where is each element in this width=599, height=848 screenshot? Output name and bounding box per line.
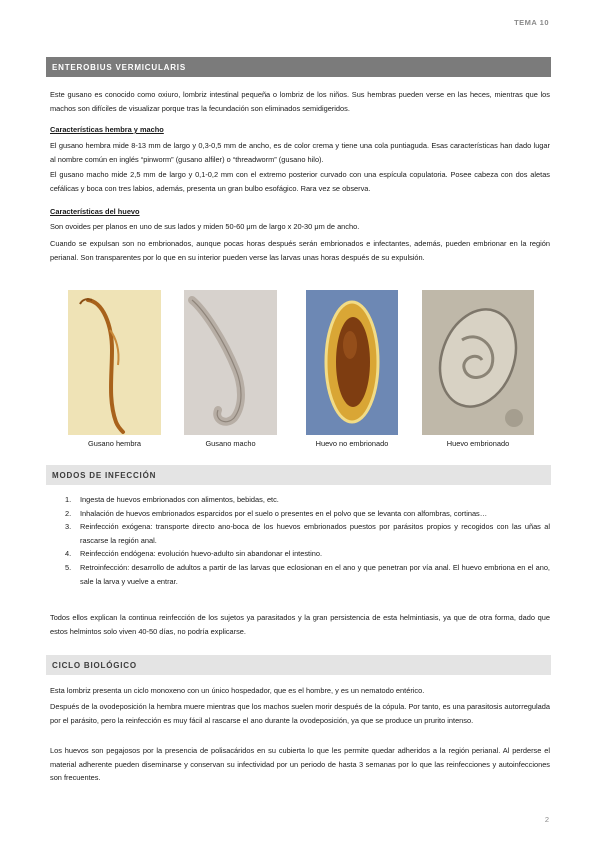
- photo-huevo-no-embrionado: [306, 290, 398, 435]
- infection-modes-list: [50, 493, 550, 588]
- subheading-huevo: Características del huevo: [50, 207, 140, 216]
- list-item: 1. Ingesta de huevos embrionados con alimentos, bebidas, etc.: [65, 495, 279, 504]
- infection-closing-paragraph: Todos ellos explican la continua reinfección de los sujetos ya parasitados y la gran persistencia de esta helmintiasis, ya que de otra forma, dado que estos helmintos solo viven 40-50 días, no podría explicarse.: [50, 613, 550, 636]
- intro-paragraph: Este gusano es conocido como oxiuro, lombriz intestinal pequeña o lombriz de los niños. Sus hembras pueden verse en las heces, mientras que los machos son difíciles de visualizar porque tras la fecundación son eliminados semidigeridos.: [50, 90, 550, 113]
- caption-gusano-macho: Gusano macho: [205, 439, 256, 448]
- caption-gusano-hembra: Gusano hembra: [88, 439, 141, 448]
- paragraph-macho: El gusano macho mide 2,5 mm de largo y 0,1-0,2 mm con el extremo posterior curvado con una espícula copulatoria. Posee cabeza con dos aletas cefálicas y boca con tres labios, además, presenta un gran bulbo esofágico. Rara vez se observa.: [50, 170, 550, 193]
- caption-huevo-no-embrionado: Huevo no embrionado: [315, 439, 389, 448]
- photo-gusano-hembra: [68, 290, 161, 435]
- paragraph-huevo-embrion: Cuando se expulsan son no embrionados, aunque pocas horas después serán embrionados e infectantes, además, pueden embrionar en la región perianal. Son transparentes por lo que en su interior pueden verse las larvas unas horas después de su expulsión.: [50, 239, 550, 262]
- cycle-paragraph-2: Después de la ovodeposición la hembra muere mientras que los machos suelen morir después de la cópula. Por tanto, es una parasitosis autorregulada por el parásito, pero la reinfección es muy fácil al rascarse el ano durante la ovodeposición, ya que se produce un prurito intenso.: [50, 702, 550, 725]
- cycle-paragraph-1: Esta lombriz presenta un ciclo monoxeno con un único hospedador, que es el hombre, y es un nematodo entérico.: [50, 686, 425, 695]
- list-item: 5. Retroinfección: desarrollo de adultos a partir de las larvas que eclosionan en el ano y que penetran por vía anal. El huevo embriona en el ano, sale la larva y vuelve a entrar.: [65, 562, 550, 586]
- list-item: 2. Inhalación de huevos embrionados esparcidos por el suelo o presentes en el polvo que se levanta con alfombras, cortinas…: [65, 508, 488, 518]
- section-heading-ciclo-biologico: CICLO BIOLÓGICO: [46, 655, 551, 675]
- photo-huevo-embrionado: [422, 290, 534, 435]
- paragraph-huevo-size: Son ovoides per planos en uno de sus lados y miden 50-60 μm de largo x 20-30 μm de ancho.: [50, 222, 360, 231]
- paragraph-hembra: El gusano hembra mide 8-13 mm de largo y 0,3-0,5 mm de ancho, es de color crema y tiene una cola puntiaguda. Esas características han dado lugar al nombre común en inglés “pinworm” (gusano alfiler) o “threadworm” (gusano hilo).: [50, 141, 550, 164]
- cycle-paragraph-3: Los huevos son pegajosos por la presencia de polisacáridos en su cubierta lo que les permite quedar adheridos a la región perianal. Al perderse el material adherente pueden diseminarse y conservan su infectividad por un periodo de hasta 3 semanas por lo que las reinfecciones y autoinfecciones son frecuentes.: [50, 746, 550, 783]
- photo-gusano-macho: [184, 290, 277, 435]
- list-item: 4. Reinfección endógena: evolución huevo-adulto sin abandonar el intestino.: [65, 549, 323, 559]
- section-heading-enterobius: ENTEROBIUS VERMICULARIS: [46, 57, 551, 77]
- list-item: 3. Reinfección exógena: transporte directo ano-boca de los huevos embrionados puestos por parásitos propios y recogidos con las uñas al rascarse la región anal.: [65, 522, 550, 545]
- subheading-hembra-macho: Características hembra y macho: [50, 125, 164, 134]
- section-heading-modos-infeccion: MODOS DE INFECCIÓN: [46, 465, 551, 485]
- chapter-label: TEMA 10: [514, 18, 549, 27]
- caption-huevo-embrionado: Huevo embrionado: [446, 439, 510, 448]
- page-number: 2: [544, 815, 549, 824]
